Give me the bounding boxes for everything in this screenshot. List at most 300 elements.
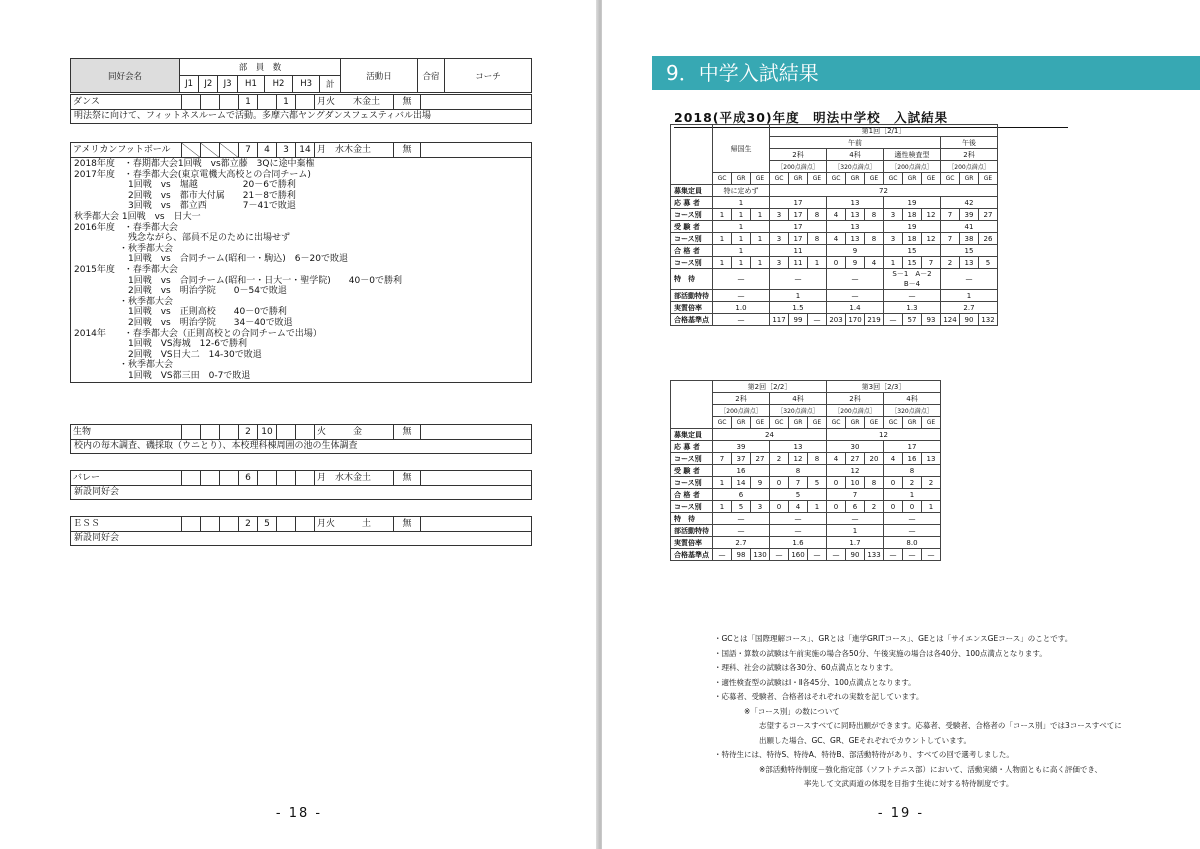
- table-cell: 72: [770, 185, 998, 197]
- table-cell: 0: [770, 477, 789, 489]
- table-cell: GE: [865, 173, 884, 185]
- member-count: [181, 471, 200, 485]
- table-cell: GE: [751, 417, 770, 429]
- row-label: コース別: [671, 257, 713, 269]
- club-name: 生物: [73, 426, 92, 437]
- club-days: 月 水木金土: [314, 143, 393, 157]
- club-row: [70, 470, 532, 486]
- member-count: [295, 425, 314, 439]
- table-cell: 0: [827, 257, 846, 269]
- club-note: 2018年度 ・春期都大会1回戦 vs都立藤 3Qに途中棄権 2017年度 ・春季都大会(東京電機大高校との合同チーム) 1回戦 vs 堀越 20－6で勝利 2回戦 vs 都市大付属 21－8で勝利 3回戦 vs 都立西 7－41で敗退 秋季都大会 1回戦 vs 日大一 2016年度 ・春季都大会 残念ながら、部員不足のために出場せず ・秋季都大会 1回戦 vs 合同チーム(昭和一・駒込) 6－20で敗退 2015年度 ・春季都大会 1回戦 vs 合同チーム(昭和一・日大一・聖学院) 40－0で勝利 2回戦 vs 明治学院 0－54で敗退 ・秋季都大会 1回戦 vs 正則高校 40－0で勝利 2回戦 vs 明治学院 34－40で敗退 2014年 ・春季都大会（正則高校との合同チームで出場） 1回戦 VS海城 12-6で勝利 2回戦 VS日大二 14-30で敗退 ・秋季都大会 1回戦 VS都三田 0-7で敗退: [70, 158, 532, 383]
- club-name: ダンス: [73, 96, 100, 107]
- club-camp: 無: [393, 95, 420, 109]
- table-cell: 1: [713, 209, 732, 221]
- table-cell: 1: [732, 233, 751, 245]
- table-cell: 3: [770, 257, 789, 269]
- table-cell: 117: [770, 314, 789, 326]
- table-cell: 7: [922, 257, 941, 269]
- table-cell: 9: [751, 477, 770, 489]
- club-row: [70, 516, 532, 532]
- table-cell: 1: [808, 257, 827, 269]
- header-grade: H2: [265, 76, 293, 93]
- table-cell: 4: [865, 257, 884, 269]
- header-members: 部 員 数: [180, 59, 341, 76]
- table-cell: 3: [751, 501, 770, 513]
- table-cell: 15: [884, 245, 941, 257]
- table-cell: GE: [808, 417, 827, 429]
- club-days: 月 水木金土: [314, 471, 393, 485]
- table-cell: 8: [884, 465, 941, 477]
- club-name: バレー: [73, 472, 101, 483]
- table-cell: 4: [827, 209, 846, 221]
- table-cell: [671, 125, 713, 185]
- table-cell: —: [884, 525, 941, 537]
- table-cell: 2: [770, 453, 789, 465]
- table-cell: 15: [941, 245, 998, 257]
- club-coach: [420, 517, 531, 531]
- table-cell: 7: [827, 489, 884, 501]
- table-cell: GE: [922, 417, 941, 429]
- table-cell: 1: [713, 221, 770, 233]
- table-cell: 1.7: [827, 537, 884, 549]
- table-cell: 132: [979, 314, 998, 326]
- row-label: 実質倍率: [671, 537, 713, 549]
- club-note: 新設同好会: [70, 532, 532, 546]
- table-cell: 5: [979, 257, 998, 269]
- table-cell: 2: [865, 501, 884, 513]
- table-cell: GE: [865, 417, 884, 429]
- club-block: [70, 142, 532, 383]
- table-cell: 6: [846, 501, 865, 513]
- table-cell: GR: [789, 173, 808, 185]
- club-camp: 無: [393, 471, 420, 485]
- table-cell: 38: [960, 233, 979, 245]
- table-cell: —: [884, 549, 903, 561]
- row-label: 募集定員: [671, 185, 713, 197]
- table-cell: 13: [827, 221, 884, 233]
- table-cell: 17: [770, 221, 827, 233]
- table-cell: 42: [941, 197, 998, 209]
- header-grade: J1: [180, 76, 199, 93]
- table-cell: 16: [903, 453, 922, 465]
- table-cell: [671, 381, 713, 429]
- table-cell: 10: [846, 477, 865, 489]
- table-cell: 1: [713, 257, 732, 269]
- header-grade: H3: [292, 76, 320, 93]
- club-row: [70, 424, 532, 440]
- row-label: 応 募 者: [671, 441, 713, 453]
- table-cell: 1: [884, 489, 941, 501]
- table-cell: 1.5: [770, 302, 827, 314]
- table-cell: 13: [846, 209, 865, 221]
- member-count: 4: [257, 143, 276, 157]
- member-count: 7: [238, 143, 257, 157]
- table-cell: 11: [789, 257, 808, 269]
- row-label: 合 格 者: [671, 489, 713, 501]
- member-count: [200, 471, 219, 485]
- table-cell: 7: [713, 453, 732, 465]
- table-cell: 第3回［2/3］: [827, 381, 941, 393]
- member-count: [181, 143, 200, 157]
- table-cell: 26: [979, 233, 998, 245]
- row-label: 合格基準点: [671, 314, 713, 326]
- table-cell: 8: [865, 233, 884, 245]
- table-cell: 2.7: [941, 302, 998, 314]
- row-label: 募集定員: [671, 429, 713, 441]
- table-cell: 8: [808, 209, 827, 221]
- table-cell: 19: [884, 197, 941, 209]
- table-cell: GR: [789, 417, 808, 429]
- table-cell: 15: [903, 257, 922, 269]
- table-cell: 8.0: [884, 537, 941, 549]
- table-cell: GE: [808, 173, 827, 185]
- table-cell: 17: [789, 233, 808, 245]
- table-cell: ［200点満点］: [770, 161, 827, 173]
- table-cell: 4: [827, 453, 846, 465]
- table-cell: 12: [922, 209, 941, 221]
- row-label: 受 験 者: [671, 465, 713, 477]
- table-cell: 3: [770, 209, 789, 221]
- club-camp: 無: [393, 425, 420, 439]
- row-label: 部活動特待: [671, 290, 713, 302]
- table-cell: 99: [789, 314, 808, 326]
- table-cell: 1: [884, 257, 903, 269]
- table-cell: 124: [941, 314, 960, 326]
- table-cell: —: [770, 269, 827, 290]
- table-cell: 203: [827, 314, 846, 326]
- table-cell: —: [884, 314, 903, 326]
- member-count: [219, 517, 238, 531]
- table-cell: 1.0: [713, 302, 770, 314]
- table-cell: —: [713, 314, 770, 326]
- table-cell: 1: [732, 257, 751, 269]
- table-cell: GE: [979, 173, 998, 185]
- table-cell: 午前: [770, 137, 941, 149]
- club-note: 校内の毎木調査、磯採取（ウニとり）、本校理科棟周囲の池の生体調査: [70, 440, 532, 454]
- table-cell: —: [713, 290, 770, 302]
- table-cell: —: [827, 513, 884, 525]
- table-cell: 90: [846, 549, 865, 561]
- table-cell: 7: [941, 233, 960, 245]
- member-count: [219, 425, 238, 439]
- row-label: コース別: [671, 209, 713, 221]
- club-coach: [420, 471, 531, 485]
- table-cell: 12: [789, 453, 808, 465]
- table-cell: 1: [922, 501, 941, 513]
- table-cell: 1.6: [770, 537, 827, 549]
- table-cell: 第2回［2/2］: [713, 381, 827, 393]
- row-label: 部活動特待: [671, 525, 713, 537]
- page-number: - 19 -: [877, 806, 925, 821]
- table-cell: 2科: [941, 149, 998, 161]
- header-grade: J2: [199, 76, 218, 93]
- member-count: [200, 517, 219, 531]
- table-cell: 9: [846, 257, 865, 269]
- table-cell: 1: [751, 209, 770, 221]
- member-count: 2: [238, 425, 257, 439]
- table-cell: GR: [903, 417, 922, 429]
- table-cell: 5: [808, 477, 827, 489]
- header-days: 活動日: [341, 59, 418, 93]
- table-cell: 2科: [770, 149, 827, 161]
- table-cell: —: [941, 269, 998, 290]
- table-cell: 0: [884, 477, 903, 489]
- table-cell: GR: [846, 417, 865, 429]
- member-count: [219, 143, 238, 157]
- table-cell: —: [827, 549, 846, 561]
- table-cell: ［320点満点］: [770, 405, 827, 417]
- header-club-name: 同好会名: [71, 59, 180, 93]
- table-cell: GC: [770, 173, 789, 185]
- table-cell: 98: [732, 549, 751, 561]
- member-count: 10: [257, 425, 276, 439]
- member-count: 6: [238, 471, 257, 485]
- table-cell: —: [713, 513, 770, 525]
- member-count: [295, 471, 314, 485]
- table-cell: 1: [808, 501, 827, 513]
- table-cell: 8: [770, 465, 827, 477]
- row-label: コース別: [671, 453, 713, 465]
- table-cell: 27: [846, 453, 865, 465]
- table-cell: 1: [827, 525, 884, 537]
- row-label: コース別: [671, 477, 713, 489]
- table-cell: 160: [789, 549, 808, 561]
- table-cell: —: [713, 549, 732, 561]
- table-cell: 2科: [827, 393, 884, 405]
- table-cell: 1: [751, 233, 770, 245]
- table-cell: 2: [903, 477, 922, 489]
- table-cell: 93: [922, 314, 941, 326]
- table-cell: —: [827, 290, 884, 302]
- table-cell: 1: [713, 477, 732, 489]
- club-block: [70, 424, 532, 454]
- table-cell: 8: [865, 477, 884, 489]
- club-block: [70, 516, 532, 546]
- row-label: 特 待: [671, 269, 713, 290]
- member-count: [200, 425, 219, 439]
- table-cell: 133: [865, 549, 884, 561]
- table-cell: —: [770, 513, 827, 525]
- table-cell: 特に定めず: [713, 185, 770, 197]
- results-subtitle: 2018(平成30)年度 明法中学校 入試結果: [674, 110, 949, 125]
- club-coach: [420, 425, 531, 439]
- table-cell: 0: [903, 501, 922, 513]
- club-block: [70, 94, 532, 124]
- member-count: 1: [276, 95, 295, 109]
- table-cell: —: [808, 549, 827, 561]
- member-count: [181, 517, 200, 531]
- table-cell: —: [884, 290, 941, 302]
- table-cell: 0: [827, 501, 846, 513]
- club-coach: [420, 143, 531, 157]
- table-cell: 130: [751, 549, 770, 561]
- member-count: [219, 95, 238, 109]
- table-cell: 4科: [827, 149, 884, 161]
- table-cell: 12: [922, 233, 941, 245]
- table-cell: 0: [884, 501, 903, 513]
- table-cell: 5: [770, 489, 827, 501]
- club-camp: 無: [393, 517, 420, 531]
- member-count: 2: [238, 517, 257, 531]
- table-cell: 4科: [884, 393, 941, 405]
- table-cell: 12: [827, 465, 884, 477]
- club-row: [70, 142, 532, 158]
- club-camp: 無: [393, 143, 420, 157]
- club-note: 明法祭に向けて、フィットネスルームで活動。多摩六都ヤングダンスフェスティバル出場: [70, 110, 532, 124]
- table-cell: 19: [884, 221, 941, 233]
- table-cell: 1: [713, 245, 770, 257]
- table-cell: GR: [960, 173, 979, 185]
- table-cell: 13: [960, 257, 979, 269]
- table-cell: 5: [732, 501, 751, 513]
- table-cell: 8: [865, 209, 884, 221]
- table-cell: 1: [713, 197, 770, 209]
- table-cell: 17: [884, 441, 941, 453]
- table-cell: 1: [713, 233, 732, 245]
- header-grade: H1: [237, 76, 265, 93]
- row-label: 合 格 者: [671, 245, 713, 257]
- table-cell: GC: [884, 173, 903, 185]
- table-cell: GE: [922, 173, 941, 185]
- table-cell: 1: [941, 290, 998, 302]
- table-cell: 1: [770, 290, 827, 302]
- member-count: [181, 95, 200, 109]
- table-cell: —: [903, 549, 922, 561]
- table-cell: GC: [827, 173, 846, 185]
- table-cell: 17: [770, 197, 827, 209]
- table-cell: ［200点満点］: [884, 161, 941, 173]
- row-label: 合格基準点: [671, 549, 713, 561]
- table-cell: 24: [713, 429, 827, 441]
- table-cell: 0: [770, 501, 789, 513]
- table-cell: —: [770, 549, 789, 561]
- table-cell: 3: [884, 209, 903, 221]
- table-cell: 3: [884, 233, 903, 245]
- table-cell: 8: [808, 233, 827, 245]
- club-name: ＥＳＳ: [73, 518, 101, 529]
- table-cell: GR: [732, 417, 751, 429]
- table-cell: 2: [941, 257, 960, 269]
- page-number: - 18 -: [275, 806, 323, 821]
- member-count: [295, 95, 314, 109]
- club-header-table: [70, 58, 532, 93]
- table-cell: 2.7: [713, 537, 770, 549]
- table-cell: 13: [846, 233, 865, 245]
- table-cell: 20: [865, 453, 884, 465]
- table-cell: 219: [865, 314, 884, 326]
- table-cell: —: [922, 549, 941, 561]
- table-cell: 27: [751, 453, 770, 465]
- table-cell: —: [827, 269, 884, 290]
- table-cell: GC: [827, 417, 846, 429]
- table-cell: 30: [827, 441, 884, 453]
- table-cell: 6: [713, 489, 770, 501]
- table-cell: ［200点満点］: [827, 405, 884, 417]
- club-coach: [420, 95, 531, 109]
- table-cell: 1.3: [884, 302, 941, 314]
- table-cell: 13: [922, 453, 941, 465]
- member-count: [200, 143, 219, 157]
- table-cell: 0: [827, 477, 846, 489]
- table-cell: 8: [808, 453, 827, 465]
- table-cell: 3: [770, 233, 789, 245]
- kikoku-header: 帰国生: [713, 125, 770, 173]
- round2-3-results-table: [670, 380, 941, 561]
- member-count: [200, 95, 219, 109]
- member-count: [276, 425, 295, 439]
- header-grade: J3: [218, 76, 237, 93]
- table-cell: GC: [770, 417, 789, 429]
- section-banner: 9．中学入試結果: [652, 56, 1200, 90]
- table-cell: 16: [713, 465, 770, 477]
- row-label: コース別: [671, 233, 713, 245]
- table-cell: 39: [960, 209, 979, 221]
- round-header: 第1回［2/1］: [770, 125, 998, 137]
- table-cell: 1: [713, 501, 732, 513]
- table-cell: GC: [941, 173, 960, 185]
- club-name: アメリカンフットボール: [73, 144, 171, 155]
- table-cell: 1.4: [827, 302, 884, 314]
- table-cell: 1: [732, 209, 751, 221]
- table-cell: 1: [751, 257, 770, 269]
- table-cell: S－1 A－2 B－4: [884, 269, 941, 290]
- table-cell: 18: [903, 209, 922, 221]
- header-coach: コーチ: [445, 59, 532, 93]
- member-count: 1: [238, 95, 257, 109]
- member-count: [276, 517, 295, 531]
- table-cell: 14: [732, 477, 751, 489]
- member-count: [295, 517, 314, 531]
- table-cell: —: [713, 269, 770, 290]
- table-cell: 37: [732, 453, 751, 465]
- table-cell: ［200点満点］: [941, 161, 998, 173]
- table-cell: 4: [884, 453, 903, 465]
- member-count: 3: [276, 143, 295, 157]
- table-cell: 13: [827, 197, 884, 209]
- table-cell: 170: [846, 314, 865, 326]
- table-cell: GC: [884, 417, 903, 429]
- club-days: 月火 土: [314, 517, 393, 531]
- table-cell: 39: [713, 441, 770, 453]
- member-count: [181, 425, 200, 439]
- row-label: 応 募 者: [671, 197, 713, 209]
- table-cell: GR: [732, 173, 751, 185]
- table-cell: —: [808, 314, 827, 326]
- table-cell: 7: [941, 209, 960, 221]
- table-cell: 57: [903, 314, 922, 326]
- header-camp: 合宿: [418, 59, 445, 93]
- table-cell: ［320点満点］: [827, 161, 884, 173]
- table-cell: 12: [827, 429, 941, 441]
- table-cell: GR: [846, 173, 865, 185]
- club-block: [70, 470, 532, 500]
- club-days: 月火 木金土: [314, 95, 393, 109]
- member-count: [257, 95, 276, 109]
- table-cell: 2科: [713, 393, 770, 405]
- table-cell: ［200点満点］: [713, 405, 770, 417]
- table-cell: ［320点満点］: [884, 405, 941, 417]
- table-cell: 17: [789, 209, 808, 221]
- table-cell: 13: [770, 441, 827, 453]
- row-label: 実質倍率: [671, 302, 713, 314]
- table-cell: 41: [941, 221, 998, 233]
- table-cell: 4: [827, 233, 846, 245]
- table-cell: 4科: [770, 393, 827, 405]
- table-cell: 90: [960, 314, 979, 326]
- table-cell: —: [713, 525, 770, 537]
- table-cell: 4: [789, 501, 808, 513]
- table-cell: 2: [922, 477, 941, 489]
